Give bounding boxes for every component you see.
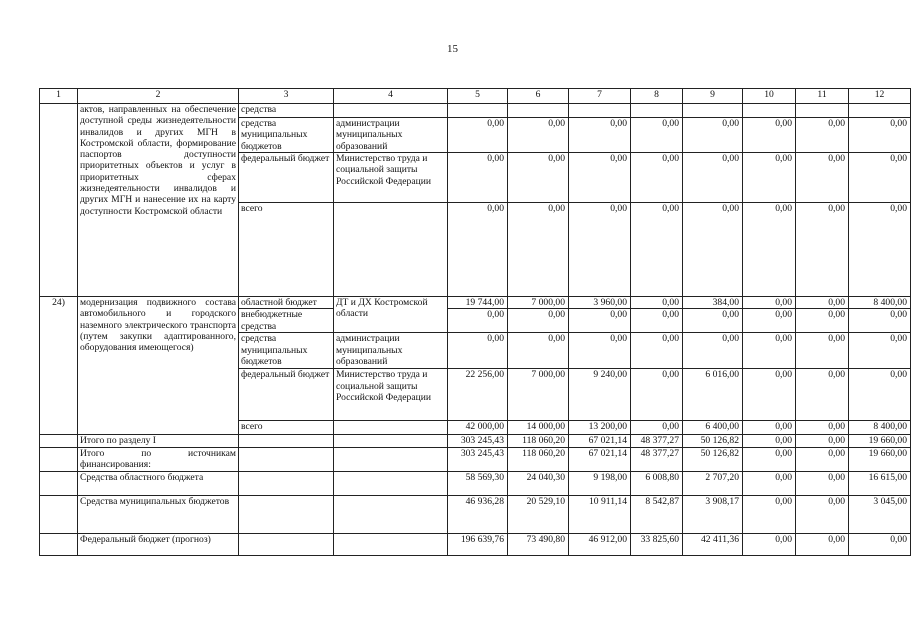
col-header-7: 7 — [569, 89, 631, 104]
value-cell: 0,00 — [683, 153, 743, 203]
value-cell: 0,00 — [631, 118, 683, 153]
value-cell: 16 615,00 — [849, 471, 911, 495]
value-cell: 46 936,28 — [448, 495, 508, 533]
total-row — [40, 471, 911, 495]
value-cell: 0,00 — [569, 309, 631, 333]
value-cell: 67 021,14 — [569, 435, 631, 447]
value-cell: 0,00 — [743, 203, 796, 297]
value-cell: 8 542,87 — [631, 495, 683, 533]
value-cell: 0,00 — [849, 203, 911, 297]
value-cell: 0,00 — [743, 435, 796, 447]
value-cell: 0,00 — [796, 297, 849, 309]
value-cell — [683, 104, 743, 118]
executor — [334, 447, 448, 471]
table-row — [40, 104, 911, 118]
total-label: Итого по разделу I — [78, 435, 239, 447]
funding-source — [239, 533, 334, 555]
executor: администрации муниципальных образований — [334, 333, 448, 369]
value-cell: 0,00 — [569, 118, 631, 153]
value-cell: 20 529,10 — [508, 495, 569, 533]
value-cell: 0,00 — [683, 118, 743, 153]
value-cell — [569, 104, 631, 118]
value-cell: 303 245,43 — [448, 435, 508, 447]
value-cell: 50 126,82 — [683, 447, 743, 471]
value-cell: 48 377,27 — [631, 447, 683, 471]
row-number — [40, 447, 78, 471]
value-cell: 0,00 — [796, 471, 849, 495]
value-cell: 384,00 — [683, 297, 743, 309]
value-cell: 0,00 — [743, 369, 796, 421]
table-body — [40, 89, 911, 556]
value-cell: 0,00 — [743, 333, 796, 369]
value-cell: 8 400,00 — [849, 421, 911, 435]
value-cell: 0,00 — [796, 153, 849, 203]
value-cell: 0,00 — [683, 309, 743, 333]
col-header-3: 3 — [239, 89, 334, 104]
value-cell: 22 256,00 — [448, 369, 508, 421]
total-label: Итого по источникам финансирования: — [78, 447, 239, 471]
funding-source: федеральный бюджет — [239, 153, 334, 203]
value-cell: 0,00 — [631, 369, 683, 421]
executor — [334, 533, 448, 555]
value-cell: 24 040,30 — [508, 471, 569, 495]
value-cell: 0,00 — [743, 533, 796, 555]
executor — [334, 471, 448, 495]
value-cell: 0,00 — [796, 369, 849, 421]
value-cell: 8 400,00 — [849, 297, 911, 309]
executor: ДТ и ДХ Костромской области — [334, 297, 448, 333]
col-header-5: 5 — [448, 89, 508, 104]
value-cell: 14 000,00 — [508, 421, 569, 435]
funding-source — [239, 495, 334, 533]
value-cell: 0,00 — [631, 153, 683, 203]
row-number — [40, 435, 78, 447]
program-financing-table — [39, 88, 911, 556]
value-cell: 2 707,20 — [683, 471, 743, 495]
funding-source: федеральный бюджет — [239, 369, 334, 421]
total-label: Средства областного бюджета — [78, 471, 239, 495]
value-cell: 67 021,14 — [569, 447, 631, 471]
value-cell: 0,00 — [743, 118, 796, 153]
value-cell: 0,00 — [631, 309, 683, 333]
funding-source: внебюджетные средства — [239, 309, 334, 333]
value-cell: 0,00 — [683, 333, 743, 369]
value-cell: 13 200,00 — [569, 421, 631, 435]
value-cell: 0,00 — [796, 435, 849, 447]
row-number — [40, 104, 78, 297]
value-cell: 0,00 — [796, 447, 849, 471]
value-cell: 19 660,00 — [849, 447, 911, 471]
value-cell: 0,00 — [448, 333, 508, 369]
header-row — [40, 89, 911, 104]
funding-source: средства муниципальных бюджетов — [239, 118, 334, 153]
row-number: 24) — [40, 297, 78, 435]
executor — [334, 495, 448, 533]
value-cell: 48 377,27 — [631, 435, 683, 447]
value-cell: 50 126,82 — [683, 435, 743, 447]
value-cell — [796, 104, 849, 118]
value-cell: 0,00 — [508, 153, 569, 203]
value-cell: 0,00 — [849, 309, 911, 333]
value-cell: 0,00 — [849, 153, 911, 203]
executor: Министерство труда и социальной защиты Российской Федерации — [334, 153, 448, 203]
col-header-4: 4 — [334, 89, 448, 104]
value-cell: 46 912,00 — [569, 533, 631, 555]
value-cell: 0,00 — [508, 118, 569, 153]
measure-description: актов, направленных на обеспечение доступной среды жизнедеятельности инвалидов и других МГН в Костромской области, формирование паспортов доступности приоритетных объектов и услуг в приоритетных сферах жизнедеятельности инвалидов и других МГН и нанесение их на карту доступности Костромской области — [78, 104, 239, 297]
executor — [334, 435, 448, 447]
value-cell: 0,00 — [796, 495, 849, 533]
value-cell: 0,00 — [849, 118, 911, 153]
value-cell: 118 060,20 — [508, 435, 569, 447]
col-header-12: 12 — [849, 89, 911, 104]
col-header-1: 1 — [40, 89, 78, 104]
value-cell: 3 908,17 — [683, 495, 743, 533]
funding-source: средства муниципальных бюджетов — [239, 333, 334, 369]
funding-source: всего — [239, 421, 334, 435]
value-cell: 0,00 — [796, 309, 849, 333]
total-row — [40, 447, 911, 471]
funding-source — [239, 471, 334, 495]
executor — [334, 104, 448, 118]
col-header-2: 2 — [78, 89, 239, 104]
total-label: Средства муниципальных бюджетов — [78, 495, 239, 533]
funding-source: областной бюджет — [239, 297, 334, 309]
col-header-8: 8 — [631, 89, 683, 104]
value-cell: 0,00 — [743, 297, 796, 309]
value-cell — [631, 104, 683, 118]
col-header-11: 11 — [796, 89, 849, 104]
executor: администрации муниципальных образований — [334, 118, 448, 153]
value-cell — [743, 104, 796, 118]
page-number: 15 — [447, 43, 458, 55]
value-cell: 0,00 — [508, 333, 569, 369]
value-cell: 0,00 — [849, 533, 911, 555]
value-cell: 10 911,14 — [569, 495, 631, 533]
value-cell: 3 045,00 — [849, 495, 911, 533]
executor — [334, 203, 448, 297]
value-cell: 33 825,60 — [631, 533, 683, 555]
row-number — [40, 533, 78, 555]
executor: Министерство труда и социальной защиты Российской Федерации — [334, 369, 448, 421]
value-cell: 0,00 — [849, 333, 911, 369]
table-row — [40, 297, 911, 309]
value-cell: 9 240,00 — [569, 369, 631, 421]
measure-description: модернизация подвижного состава автомобильного и городского наземного электрического транспорта (путем закупки адаптированного, оборудования имеющегося) — [78, 297, 239, 435]
value-cell: 6 016,00 — [683, 369, 743, 421]
row-number — [40, 495, 78, 533]
value-cell: 0,00 — [743, 309, 796, 333]
value-cell — [448, 104, 508, 118]
row-number — [40, 471, 78, 495]
value-cell: 58 569,30 — [448, 471, 508, 495]
value-cell: 0,00 — [448, 153, 508, 203]
value-cell: 19 660,00 — [849, 435, 911, 447]
value-cell: 0,00 — [743, 495, 796, 533]
value-cell: 0,00 — [683, 203, 743, 297]
value-cell: 0,00 — [631, 297, 683, 309]
funding-source: средства — [239, 104, 334, 118]
value-cell: 19 744,00 — [448, 297, 508, 309]
value-cell — [508, 104, 569, 118]
value-cell: 0,00 — [631, 203, 683, 297]
value-cell: 42 000,00 — [448, 421, 508, 435]
value-cell — [849, 104, 911, 118]
value-cell: 0,00 — [796, 421, 849, 435]
col-header-10: 10 — [743, 89, 796, 104]
value-cell: 0,00 — [631, 333, 683, 369]
total-row — [40, 533, 911, 555]
col-header-9: 9 — [683, 89, 743, 104]
value-cell: 0,00 — [796, 118, 849, 153]
col-header-6: 6 — [508, 89, 569, 104]
value-cell: 0,00 — [796, 533, 849, 555]
funding-source — [239, 447, 334, 471]
executor — [334, 421, 448, 435]
value-cell: 73 490,80 — [508, 533, 569, 555]
value-cell: 0,00 — [448, 203, 508, 297]
value-cell: 0,00 — [448, 118, 508, 153]
value-cell: 3 960,00 — [569, 297, 631, 309]
value-cell: 0,00 — [569, 203, 631, 297]
value-cell: 0,00 — [569, 153, 631, 203]
value-cell: 42 411,36 — [683, 533, 743, 555]
value-cell: 7 000,00 — [508, 369, 569, 421]
value-cell: 0,00 — [569, 333, 631, 369]
value-cell: 0,00 — [508, 203, 569, 297]
value-cell: 0,00 — [508, 309, 569, 333]
value-cell: 0,00 — [796, 203, 849, 297]
value-cell: 0,00 — [743, 421, 796, 435]
total-label: Федеральный бюджет (прогноз) — [78, 533, 239, 555]
value-cell: 0,00 — [743, 153, 796, 203]
value-cell: 0,00 — [849, 369, 911, 421]
value-cell: 196 639,76 — [448, 533, 508, 555]
funding-source: всего — [239, 203, 334, 297]
value-cell: 9 198,00 — [569, 471, 631, 495]
value-cell: 6 008,80 — [631, 471, 683, 495]
value-cell: 0,00 — [631, 421, 683, 435]
value-cell: 6 400,00 — [683, 421, 743, 435]
funding-source — [239, 435, 334, 447]
total-row — [40, 495, 911, 533]
value-cell: 303 245,43 — [448, 447, 508, 471]
value-cell: 0,00 — [743, 447, 796, 471]
total-row — [40, 435, 911, 447]
value-cell: 0,00 — [448, 309, 508, 333]
value-cell: 0,00 — [743, 471, 796, 495]
value-cell: 7 000,00 — [508, 297, 569, 309]
value-cell: 118 060,20 — [508, 447, 569, 471]
value-cell: 0,00 — [796, 333, 849, 369]
